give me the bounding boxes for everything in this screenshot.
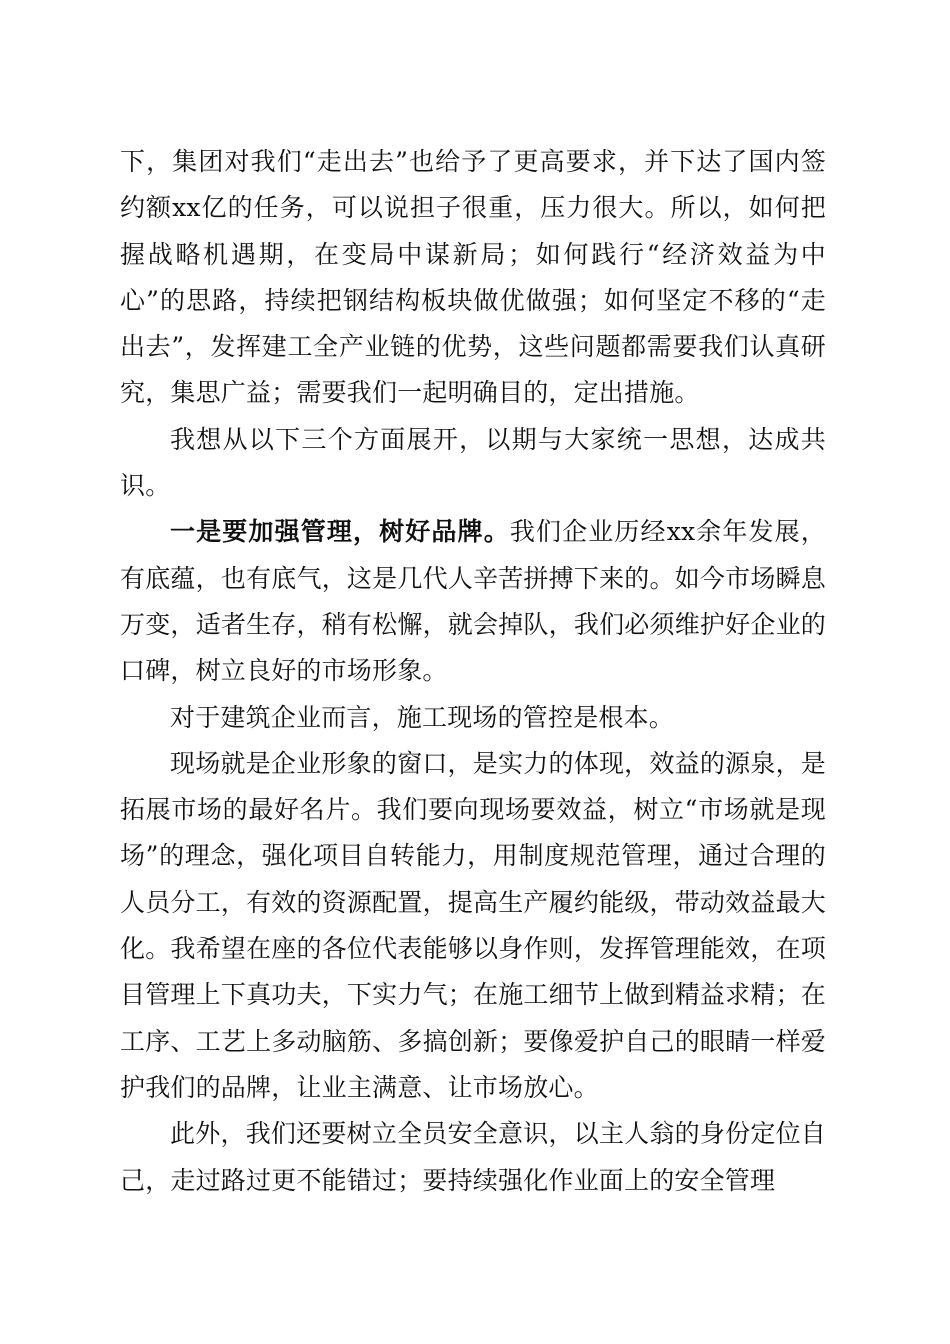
document-page: [120, 139, 826, 1204]
paragraph-text: 对于建筑企业而言，施工现场的管控是根本。: [170, 702, 675, 732]
paragraph-text: 现场就是企业形象的窗口，是实力的体现，效益的源泉，是拓展市场的最好名片。我们要向现场要效益，树立“市场就是现场”的理念，强化项目自转能力，用制度规范管理，通过合理的人员分工，有效的资源配置，提高生产履约能级，带动效益最大化。我希望在座的各位代表能够以身作则，发挥管理能效，在项目管理上下真功夫，下实力气；在施工细节上做到精益求精；在工序、工艺上多动脑筋、多搞创新；要像爱护自己的眼睛一样爱护我们的品牌，让业主满意、让市场放心。: [120, 748, 826, 1102]
paragraph-text: 此外，我们还要树立全员安全意识，以主人翁的身份定位自己，走过路过更不能错过；要持续强化作业面上的安全管理: [120, 1119, 826, 1195]
paragraph-continued: [120, 139, 826, 417]
paragraph-text: 下，集团对我们“走出去”也给予了更高要求，并下达了国内签约额xx亿的任务，可以说担子很重，压力很大。所以，如何把握战略机遇期，在变局中谋新局；如何践行“经济效益为中心”的思路，持续把钢结构板块做优做强；如何坚定不移的“走出去”，发挥建工全产业链的优势，这些问题都需要我们认真研究，集思广益；需要我们一起明确目的，定出措施。: [120, 147, 826, 408]
paragraph-text: 我想从以下三个方面展开，以期与大家统一思想，达成共识。: [120, 424, 826, 501]
paragraph-intro: [120, 417, 826, 510]
paragraph-safety: [120, 1111, 826, 1204]
paragraph-text: 我们企业历经xx余年发展，有底蕴，也有底气，这是几代人辛苦拼搏下来的。如今市场瞬息万变，适者生存，稍有松懈，就会掉队，我们必须维护好企业的口碑，树立良好的市场形象。: [120, 517, 826, 686]
paragraph-point-one: [120, 509, 826, 694]
paragraph-site-window: [120, 741, 826, 1111]
paragraph-lead-heading: 一是要加强管理，树好品牌。: [170, 517, 510, 547]
paragraph-site-control: [120, 695, 826, 741]
